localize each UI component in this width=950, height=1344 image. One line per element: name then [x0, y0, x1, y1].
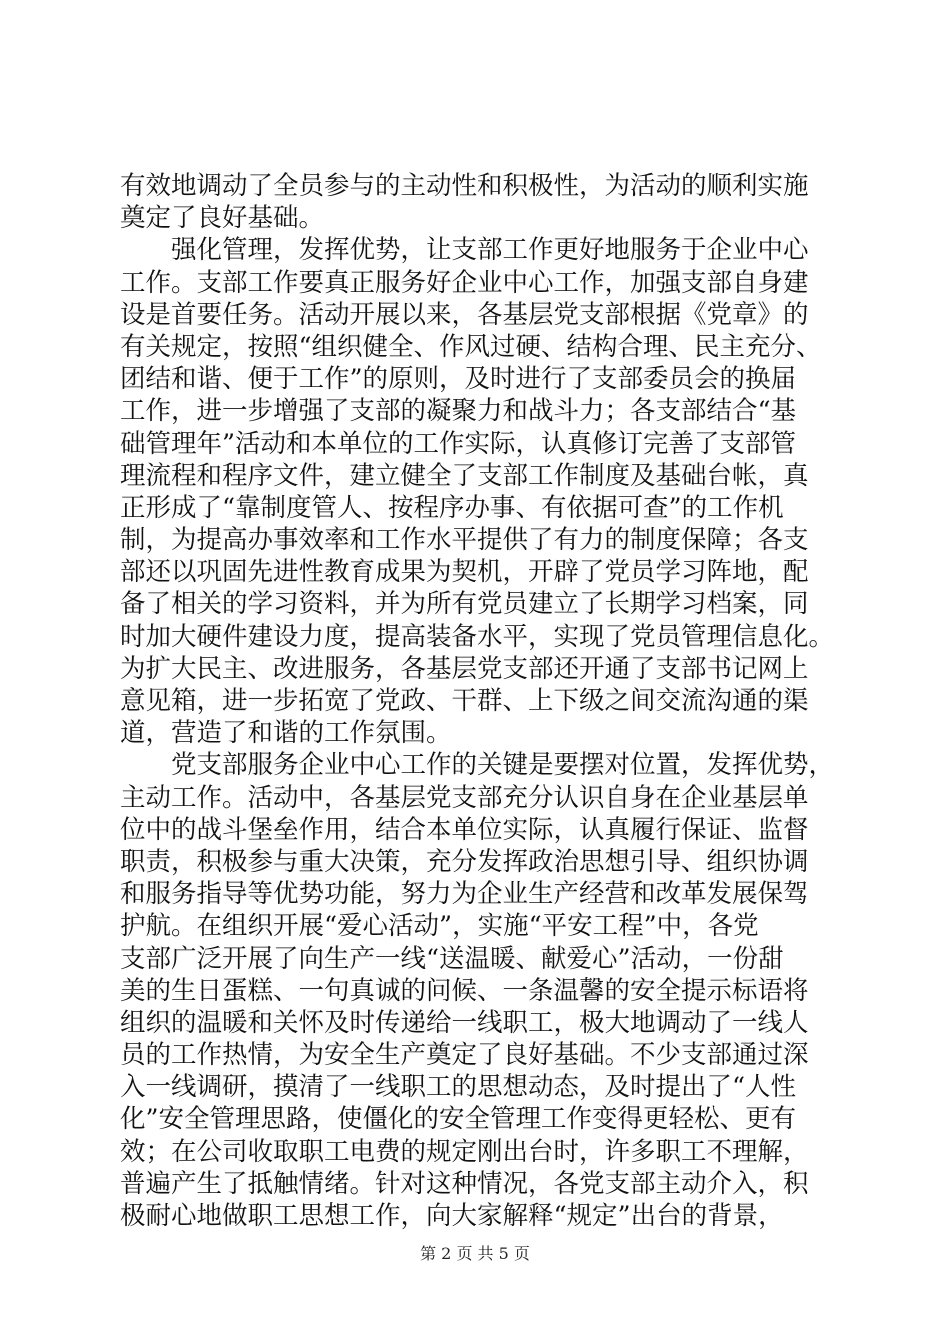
text-line: 为扩大民主、改进服务，各基层党支部还开通了支部书记网上	[120, 653, 809, 684]
text-line: 强化管理，发挥优势，让支部工作更好地服务于企业中心	[120, 235, 809, 266]
page-footer	[0, 1244, 950, 1264]
text-line: 入一线调研，摸清了一线职工的思想动态，及时提出了“人性	[120, 1072, 797, 1103]
text-line: 化”安全管理思路，使僵化的安全管理工作变得更轻松、更有	[120, 1104, 797, 1135]
text-line: 工作，进一步增强了支部的凝聚力和战斗力；各支部结合“基	[120, 396, 797, 427]
text-line: 工作。支部工作要真正服务好企业中心工作，加强支部自身建	[120, 267, 809, 298]
text-line: 时加大硬件建设力度，提高装备水平，实现了党员管理信息化。	[120, 621, 835, 652]
text-line: 意见箱，进一步拓宽了党政、干群、上下级之间交流沟通的渠	[120, 686, 809, 716]
text-line: 奠定了良好基础。	[120, 203, 325, 234]
text-line: 极耐心地做职工思想工作，向大家解释“规定”出台的背景，	[120, 1201, 784, 1231]
page-number-label: 第 2 页 共 5 页	[420, 1244, 530, 1263]
text-line: 位中的战斗堡垒作用，结合本单位实际，认真履行保证、监督	[120, 814, 809, 845]
text-line: 有效地调动了全员参与的主动性和积极性，为活动的顺利实施	[120, 171, 809, 201]
text-line: 础管理年”活动和本单位的工作实际，认真修订完善了支部管	[120, 428, 797, 459]
text-line: 正形成了“靠制度管人、按程序办事、有依据可查”的工作机	[120, 492, 784, 523]
text-line: 支部广泛开展了向生产一线“送温暖、献爱心”活动，一份甜	[120, 943, 784, 974]
text-line: 普遍产生了抵触情绪。针对这种情况，各党支部主动介入，积	[120, 1168, 809, 1199]
text-line: 部还以巩固先进性教育成果为契机，开辟了党员学习阵地，配	[120, 557, 809, 588]
text-line: 员的工作热情，为安全生产奠定了良好基础。不少支部通过深	[120, 1040, 809, 1071]
text-line: 备了相关的学习资料，并为所有党员建立了长期学习档案，同	[120, 589, 809, 620]
text-line: 党支部服务企业中心工作的关键是要摆对位置，发挥优势，	[120, 750, 835, 781]
text-line: 护航。在组织开展“爱心活动”，实施“平安工程”中，各党	[120, 911, 759, 942]
text-line: 理流程和程序文件，建立健全了支部工作制度及基础台帐，真	[120, 460, 809, 491]
text-line: 和服务指导等优势功能，努力为企业生产经营和改革发展保驾	[120, 879, 809, 910]
text-line: 有关规定，按照“组织健全、作风过硬、结构合理、民主充分、	[120, 331, 822, 362]
text-line: 设是首要任务。活动开展以来，各基层党支部根据《党章》的	[120, 299, 809, 330]
text-line: 团结和谐、便于工作”的原则，及时进行了支部委员会的换届	[120, 364, 797, 395]
text-line: 组织的温暖和关怀及时传递给一线职工，极大地调动了一线人	[120, 1007, 809, 1038]
text-line: 道，营造了和谐的工作氛围。	[120, 718, 452, 749]
text-line: 主动工作。活动中，各基层党支部充分认识自身在企业基层单	[120, 782, 809, 813]
text-line: 美的生日蛋糕、一句真诚的问候、一条温馨的安全提示标语将	[120, 975, 809, 1006]
text-line: 职责，积极参与重大决策，充分发挥政治思想引导、组织协调	[120, 846, 809, 877]
text-line: 制，为提高办事效率和工作水平提供了有力的制度保障；各支	[120, 525, 809, 556]
document-body	[120, 170, 835, 1232]
text-line: 效；在公司收取职工电费的规定刚出台时，许多职工不理解，	[120, 1136, 809, 1167]
